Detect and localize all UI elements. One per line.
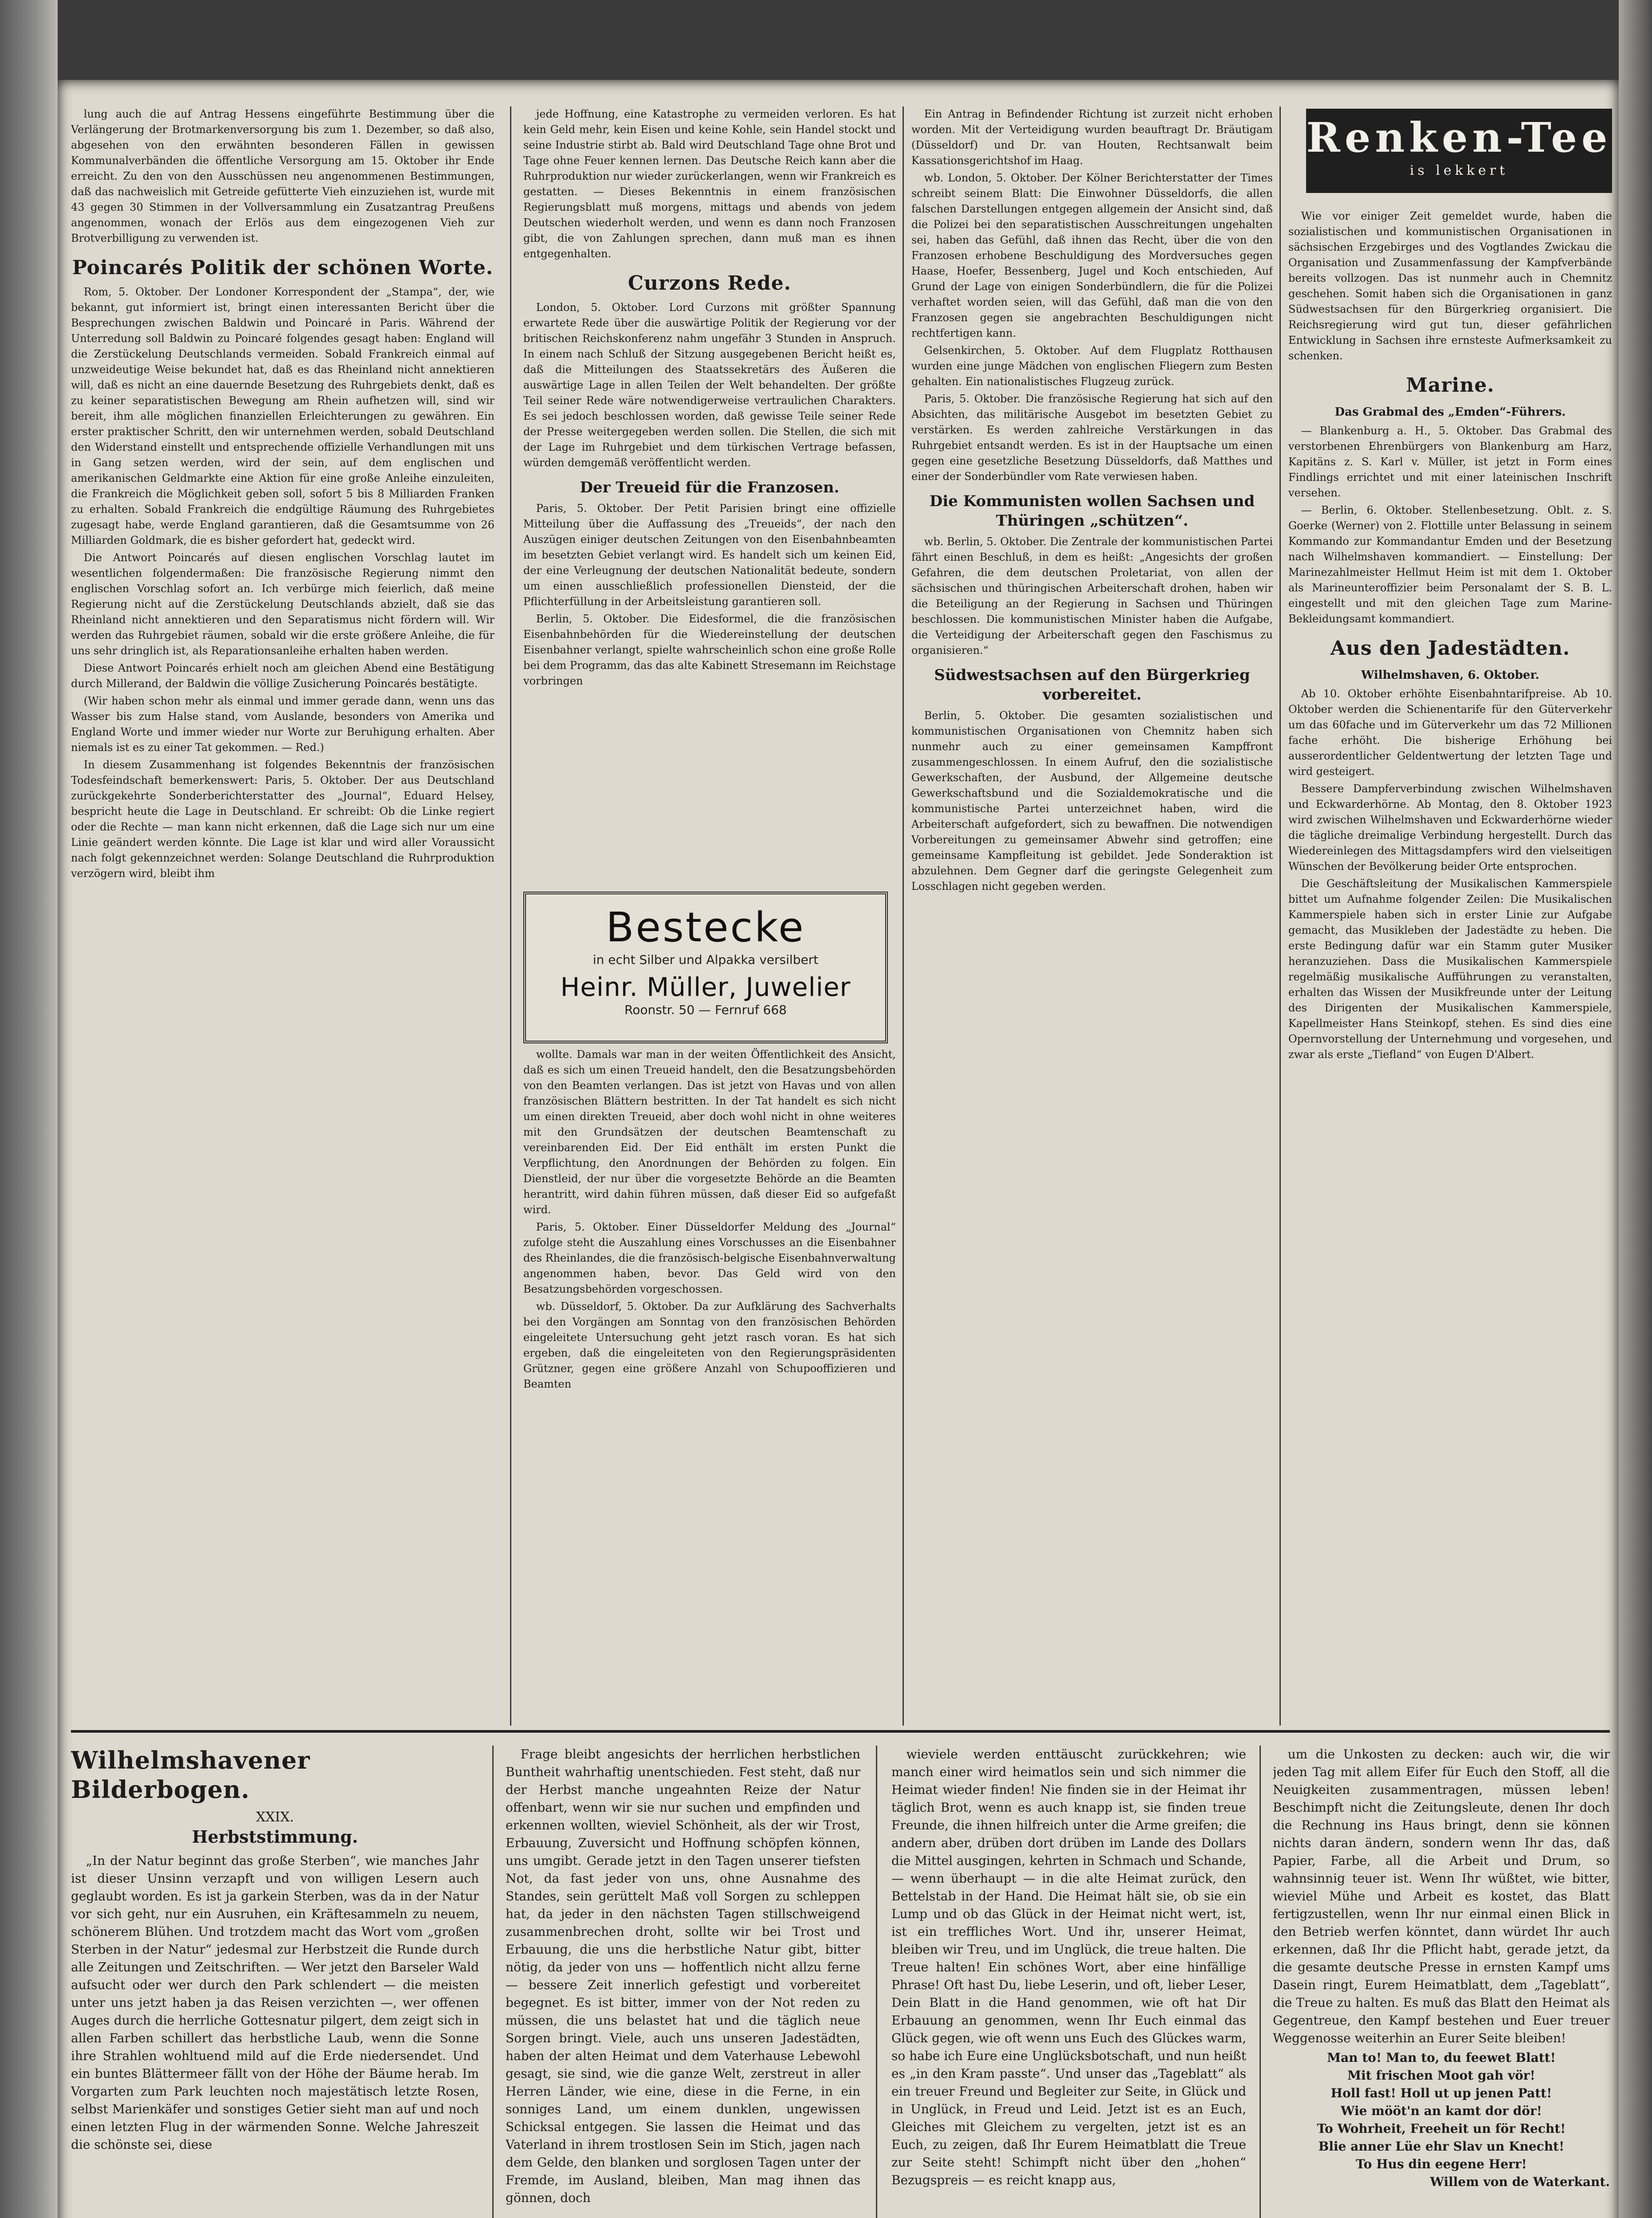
article-heading: Der Treueid für die Franzosen.: [580, 479, 840, 496]
column-3: [911, 106, 1273, 1823]
ad-title: Renken-Tee: [1306, 114, 1612, 161]
article-text: wollte. Damals war man in der weiten Öffentlichkeit des Ansicht, daß es sich um einen Treueid handelt, den die Besatzungsbehörden von den Beamten verlangen. Das ist jetzt von Havas und von allen französischen Blättern bestritten. In der Tat handelt es sich nicht um einen direkten Treueid, aber doch wohl nicht in ohne weiteres mit den Grundsätzen der deutschen Beamtenschaft zu vereinbarenden Eid. Der Eid enthält im ersten Punkt die Verpflichtung, den Anordnungen der Behörden zu folgen. Ein Dienstleid, der nur über die vorgesetzte Behörde an die Beamten herantritt, wird dahin führen müssen, daß dieser Eid so aufgefaßt wird.: [523, 1048, 896, 1216]
article-text: In diesem Zusammenhang ist folgendes Bekenntnis der französischen Todesfeindschaft bemerkenswert: Paris, 5. Oktober. Der aus Deutschland zurückgekehrte Sonderberichterstatter des „Journal“, Eduard Helsey, bespricht heute die Lage in Deutschland. Er schreibt: Ob die Linke regiert oder die Rechte — man kann nicht erkennen, daß die Lage sich nur um eine Linie geändert werden könnte. Die Lage ist klar und wird aller Voraussicht nach folgt gekennzeichnet werden: Solange Deutschland die Ruhrproduktion verzögern wird, bleibt ihm: [71, 759, 494, 880]
article-heading: Poincarés Politik der schönen Worte.: [72, 256, 494, 279]
article-text: Berlin, 5. Oktober. Die Eidesformel, die die französischen Eisenbahnbehörden für die Wiedereinstellung der deutschen Eisenbahner verlangt, spielte wahrscheinlich schon eine große Rolle bei dem Programm, das das alte Kabinett Stresemann im Reichstage vorbringen: [523, 613, 896, 687]
series-number: XXIX.: [256, 1809, 294, 1825]
poem-line: Holl fast! Holl ut up jenen Patt!: [1330, 2086, 1552, 2100]
article-text: Paris, 5. Oktober. Einer Düsseldorfer Meldung des „Journal“ zufolge steht die Auszahlung eines Vorschusses an die Eisenbahner des Rheinlandes, die die französisch-belgische Eisenbahnverwaltung angenommen haben, bevor. Das Geld wird von den Besatzungsbehörden vorgeschossen.: [523, 1221, 896, 1295]
ad-subtitle: in echt Silber und Alpakka versilbert: [593, 952, 819, 967]
article-text: Wie vor einiger Zeit gemeldet wurde, haben die sozialistischen und kommunistischen Organisationen in sächsischen Erzgebirges und des Vogtlandes Zwickau die Organisation und Zusammenfassung der Kampfverbände bereits vollzogen. Das ist nunmehr auch in Chemnitz geschehen. Somit haben sich die Organisationen in ganz Südwestsachsen für den Bürgerkrieg organisiert. Die Reichsregierung wird gut tun, dieser gefährlichen Entwicklung in Sachsen ihre ernsteste Aufmerksamkeit zu schenken.: [1288, 210, 1612, 362]
article-text: Paris, 5. Oktober. Der Petit Parisien bringt eine offizielle Mitteilung über die Auffassung des „Treueids“, der nach den Auszügen einiger deutschen Zeitungen von den Eisenbahnbeamten im besetzten Gebiet verlangt wird. Es handelt sich um keinen Eid, der eine Verleugnung der deutschen Nationalität bedeute, sondern um einen ausschließlich professionellen Diensteid, der die Pflichterfüllung in der Arbeitsleistung garantieren soll.: [523, 502, 896, 608]
column-2-top: [523, 106, 896, 927]
article-heading: Südwestsachsen auf den Bürgerkrieg vorbereitet.: [934, 666, 1250, 704]
article-text: lung auch die auf Antrag Hessens eingeführte Bestimmung über die Verlängerung der Brotmarkenversorgung bis zum 1. Dezember, so daß also, abgesehen von den erwähnten besonderen Fällen in gewissen Kommunalverbänden die öffentliche Versorgung am 15. Oktober ihr Ende erreicht. Zu den von den Ausschüssen neu angenommenen Bestimmungen, daß das nachweislich mit Getreide gefütterte Vieh einzuziehen ist, wurde mit 43 gegen 30 Stimmen in der Vollversammlung ein Zusatzantrag Preußens angenommen, wonach der Erlös aus dem eingezogenen Vieh zur Brotverbilligung zu verwenden ist.: [71, 108, 494, 244]
article-text: Gelsenkirchen, 5. Oktober. Auf dem Flugplatz Rotthausen wurden eine junge Mädchen von englischen Fliegern zum Besten gehalten. Ein nationalistisches Flugzeug zurück.: [911, 344, 1273, 388]
article-text: wb. Düsseldorf, 5. Oktober. Da zur Aufklärung des Sachverhalts bei den Vorgängen am Sonntag von den französischen Behörden eingeleitete Untersuchung geht jetzt rasch voran. Es hat sich ergeben, daß die eingeleiteten von den Regierungspräsidenten Grützner, gegen eine größere Anzahl von Schupooffizieren und Beamten: [523, 1300, 896, 1390]
article-text: Rom, 5. Oktober. Der Londoner Korrespondent der „Stampa“, der, wie bekannt, gut informiert ist, bringt einen interessanten Bericht über die Besprechungen zwischen Baldwin und Poincaré in Paris. Während der Unterredung soll Baldwin zu Poincaré folgendes gesagt haben: England will die Zerstückelung Deutschlands vermeiden. Sobald Frankreich einmal auf unzweideutige Weise bekundet hat, daß es das Rheinland nicht annektieren will, daß es nicht an eine dauernde Besetzung des Ruhrgebiets denkt, daß es zu keiner separatistischen Bewegung am Rhein aufhetzen will, sind wir bereit, ihm alle möglichen finanziellen Erleichterungen zu gewähren. Ein erster praktischer Schritt, den wir unternehmen werden, sobald Deutschland den Widerstand einstellt und entsprechende offizielle Verhandlungen mit uns in Gang setzen werden, wird der sein, auf dem englischen und amerikanischen Geldmarkte eine Aktion für eine große Anleihe einzuleiten, die Frankreich die Möglichkeit geben soll, sofort 5 bis 8 Milliarden Franken zu erhalten. Sobald Frankreich die endgültige Räumung des Ruhrgebietes zugesagt habe, werde England garantieren, daß die Gesamtsumme von 26 Milliarden Goldmark, die es bisher gefordert hat, gedeckt wird.: [71, 286, 494, 547]
feuilleton-column-1: [71, 1746, 479, 2218]
article-text: Die Antwort Poincarés auf diesen englischen Vorschlag lautet im wesentlichen folgendermaßen: Die französische Regierung nimmt den englischen Vorschlag sofort an. Ich verbürge mich feierlich, daß meine Regierung nicht auf die Zerstückelung Deutschlands abzielt, daß sie das Rheinland nicht annektieren und den Separatismus nicht fördern will. Wir werden das Ruhrgebiet räumen, sobald wir die erste größere Anleihe, die für uns sehr dringlich ist, als Reparationsanleihe erhalten haben werden.: [71, 551, 494, 657]
article-text: jede Hoffnung, eine Katastrophe zu vermeiden verloren. Es hat kein Geld mehr, kein Eisen und keine Kohle, sein Handel stockt und seine Industrie stirbt ab. Bald wird Deutschland Tage ohne Brot und Tage ohne Feuer kennen lernen. Das Deutsche Reich kann aber die Ruhrproduktion nur wieder zurückerlangen, wenn wir Frankreich es gestatten. — Dieses Bekenntnis in einem französischen Regierungsblatt muß morgens, mittags und abends von jedem Deutschen wiederholt werden, und wenn es dann noch Franzosen gibt, die von Zahlungen sprechen, dann muß man es ihnen entgegenhalten.: [523, 108, 896, 260]
tea-advertisement: [1306, 109, 1612, 193]
article-text: — Blankenburg a. H., 5. Oktober. Das Grabmal des verstorbenen Ehrenbürgers von Blankenburg am Harz, Kapitäns z. S. Karl v. Müller, ist jetzt in Form eines Findlings errichtet und mit einer lateinischen Inschrift versehen.: [1288, 425, 1612, 499]
section-heading: Marine.: [1406, 374, 1495, 397]
article-text: — Berlin, 6. Oktober. Stellenbesetzung. Oblt. z. S. Goerke (Werner) von 2. Flottille unter Belassung in seinem Kommando zur Kommandantur Emden und der Besetzung nach Wilhelmshaven kommandiert. — Einstellung: Der Marinezahlmeister Hellmut Heim ist mit dem 1. Oktober als Marineunteroffizier beim Personalamt der S. B. L. eingestellt und mit den gleichen Tage zum Marine-Bekleidungsamt kommandiert.: [1288, 504, 1612, 625]
article-text: London, 5. Oktober. Lord Curzons mit größter Spannung erwartete Rede über die auswärtige Politik der Regierung vor der britischen Reichskonferenz nahm ungefähr 3 Stunden in Anspruch. In einem nach Schluß der Sitzung ausgegebenen Bericht heißt es, daß die Mitteilungen des Staatssekretärs des Äußeren die auswärtige Lage in allen Teilen der Welt behandelten. Der größte Teil seiner Rede wäre notwendigerweise vertraulichen Charakters. Es sei jedoch beschlossen worden, daß gewisse Teile seiner Rede der Presse weitergegeben werden sollen. Die Stellen, die sich mit der Lage im Ruhrgebiet und dem türkischen Vertrage befassen, würden demgemäß veröffentlicht werden.: [523, 301, 896, 469]
article-text: Paris, 5. Oktober. Die französische Regierung hat sich auf den Absichten, das militärische Ausgebot im besetzten Gebiet zu verstärken. Es werden zahlreiche Verstärkungen in das Ruhrgebiet entsandt werden. Es ist in der Hauptsache um einen gegen eine gesetzliche Besetzung Düsseldorfs, daß Matthes und einer der Sonderbündler vom Rate verwiesen haben.: [911, 393, 1273, 483]
article-heading: Das Grabmal des „Emden“-Führers.: [1334, 405, 1566, 419]
feuilleton-column-3: [891, 1746, 1246, 2218]
jeweller-advertisement: [523, 892, 888, 1043]
article-text: wieviele werden enttäuscht zurückkehren; wie manch einer wird heimatlos sein und sich nimmer die Heimat wieder finden! Nie finden sie in der Heimat ihr täglich Brot, wenn es auch knapp ist, sie finden treue Freunde, die ihnen hilfreich unter die Arme greifen; die andern aber, drüben dort drüben im Lande des Dollars die Mittel ausgingen, kehrten in Schmach und Schande, — wenn überhaupt — in die alte Heimat zurück, den Bettelstab in der Hand. Die Heimat hält sie, ob sie ein Lump und ob das Glück in der Heimat nicht wert, ist, ist ein treffliches Wort. Und ihr, unserer Heimat, bleiben wir Treu, und im Unglück, die treue halten. Die Treue halten! Ein schönes Wort, aber eine hinfällige Phrase! Oft hast Du, liebe Leserin, und oft, lieber Leser, Dein Blatt in die Hand genommen, wie oft hat Dir Erbauung an genommen, wenn Ihr Euch einmal das Glück gegen, wie oft wenn uns Euch des Glückes warm, so habe ich Eure eine Unglücksbotschaft, und nun heißt es „in den Kram passte“. Und unser das „Tageblatt“ als ein treuer Freund und Begleiter zur Seite, in Glück und in Unglück, in Freud und Leid. Jetzt ist es an Euch, Gleiches mit Gleichem zu vergelten, jetzt ist es an Euch, zu zeigen, daß Ihr Eurem Heimatblatt die Treue zur Seite steht! Schimpft nicht über den „hohen“ Bezugspreis — es reicht knapp aus,: [891, 1747, 1246, 2187]
column-rule: [1279, 106, 1281, 1726]
column-rule: [510, 106, 511, 1726]
binding-edge: [0, 0, 58, 2218]
dateline: Wilhelmshaven, 6. Oktober.: [1361, 669, 1539, 682]
article-text: Die Geschäftsleitung der Musikalischen Kammerspiele bittet um Aufnahme folgender Zeilen: Die Musikalischen Kammerspiele haben sich in erster Linie zur Aufgabe gemacht, das Musikleben der Jadestädte zu heben. Die erste Bedingung dafür war ein Stamm guter Musiker heranzuziehen. Dass die Musikalischen Kammerspiele regelmäßig musikalische Aufführungen zu veranstalten, erhalten das Wissen der Musikfreunde unter der Leitung des Dirigenten der Musikalischen Kammerspiele, Kapellmeister Hans Steinkopf, stehen. Es sind dies eine Opernvorstellung der Unternehmung und vorgesehen, und zwar als erste „Tiefland“ von Eugen D'Albert.: [1288, 877, 1612, 1061]
poem-line: Man to! Man to, du feewet Blatt!: [1327, 2050, 1556, 2065]
article-text: wb. Berlin, 5. Oktober. Die Zentrale der kommunistischen Partei fährt einen Beschluß, in dem es heißt: „Angesichts der großen Gefahren, die dem deutschen Proletariat, von allen der sächsischen und thüringischen Arbeiterschaft drohen, haben wir die Beteiligung an der Regierung in Sachsen und Thüringen beschlossen. Die kommunistischen Minister haben die Aufgabe, die Verteidigung der Arbeiterschaft gegen den Faschismus zu organisieren.“: [911, 535, 1273, 657]
article-text: Frage bleibt angesichts der herrlichen herbstlichen Buntheit wahrhaftig unentschieden. Fest steht, daß nur der Herbst manche ungeahnten Reize der Natur offenbart, wenn wir sie nur suchen und empfinden und erkennen wollten, wieviel Schönheit, als der wir Trost, Erbauung, Zuversicht und Hoffnung schöpfen können, uns umgibt. Gerade jetzt in den Tagen unserer tiefsten Not, da fast jeder von uns, ohne Ausnahme des Standes, sein gerüttelt Maß voll Sorgen zu schleppen hat, da jeder in den nächsten Tagen stillschweigend zusammenbrechen droht, sollte wir bei Trost und Erbauung, die uns die herbstliche Natur gibt, bitter nötig, da jeder von uns — hoffentlich nicht allzu ferne — bessere Zeit innerlich gefestigt und vorbereitet begegnet. Es ist bitter, immer von der Not reden zu müssen, die uns belastet hat und die täglich neue Sorgen bringt. Viele, auch uns unseren Jadestädten, haben der alten Heimat und dem Vaterhause Lebewohl gesagt, sie sind, wie die ganze Welt, zerstreut in aller Herren Länder, wie eine, diese in die Ferne, in ein sonniges Land, um einem dunklen, ungewissen Schicksal entgegen. Sie lassen die Heimat und das Vaterland in ihrem trostlosen Sein im Stich, jagen nach dem Gelde, den blanken und sorglosen Tagen unter der Fremde, im Ausland, bleiben, Man mag ihnen das gönnen, doch: [506, 1747, 860, 2205]
poem-line: Wie mööt'n an kamt dor dör!: [1341, 2104, 1542, 2118]
ad-title: Bestecke: [606, 904, 805, 951]
article-text: Bessere Dampferverbindung zwischen Wilhelmshaven und Eckwarderhörne. Ab Montag, den 8. Oktober 1923 wird zwischen Wilhelmshaven und Eckwarderhörne wieder die tägliche dreimalige Verbindung hergestellt. Durch das Wiedereinlegen des Mittagsdampfers wird den vielseitigen Wünschen der Bevölkerung beider Orte entsprochen.: [1288, 783, 1612, 873]
article-text: „In der Natur beginnt das große Sterben“, wie manches Jahr ist dieser Unsinn verzapft und von willigen Lesern auch geglaubt worden. Es ist ja garkein Sterben, was da in der Natur vor sich geht, nur ein Ausruhen, ein Kräftesammeln zu neuem, schönerem Blühen. Und trotzdem macht das Wort vom „großen Sterben in der Natur“ jedesmal zur Herbstzeit die Runde durch alle Zeitungen und Zeitschriften. — Wer jetzt den Barseler Wald aufsucht oder wer durch den Park schlendert — die meisten unter uns jetzt haben ja das Reisen verzichten —, wer offenen Auges durch die herrliche Gottesnatur pilgert, dem zeigt sich in allen Farben schillert das herbstliche Laub, wenn die Sonne ihre Strahlen wohltuend mild auf die Erde niedersendet. Und ein buntes Blättermeer fällt von der Höhe der Bäume herab. Im Vorgarten zum Park leuchten noch majestätisch letzte Rosen, selbst Marienkäfer und sonstiges Getier sieht man auf und noch einen letzten Flug in der wärmenden Sonne. Welche Jahreszeit die schönste sei, diese: [71, 1853, 479, 2152]
feuilleton-rule: [71, 1730, 1610, 1733]
ad-slogan: is lekkert: [1409, 163, 1509, 178]
page-edge: [1619, 0, 1652, 2218]
ad-address: Roonstr. 50 — Fernruf 668: [624, 1003, 787, 1017]
column-1: [71, 106, 494, 1823]
feuilleton-title: Wilhelmshavener Bilderbogen.: [71, 1746, 310, 1804]
section-heading: Aus den Jadestädten.: [1330, 637, 1570, 660]
feuilleton-column-2: [506, 1746, 860, 2218]
article-text: Berlin, 5. Oktober. Die gesamten sozialistischen und kommunistischen Organisationen von Chemnitz haben sich nunmehr auch zu einer gemeinsamen Kampffront zusammengeschlossen. In einem Aufruf, den die sozialistische Gewerkschaften, der Ausbund, der Allgemeine deutsche Gewerkschaftsbund und die Sozialdemokratische und die kommunistische Partei unterzeichnet haben, wird die Arbeiterschaft aufgefordert, sich zu bewaffnen. Die notwendigen Vorbereitungen zu gemeinsamer Abwehr sind getroffen; eine gemeinsame Kampfleitung ist gebildet. Jede Sonderaktion ist abzulehnen. Dem Gegner darf die geringste Gelegenheit zum Losschlagen nicht gegeben werden.: [911, 709, 1273, 893]
column-rule: [1260, 1746, 1261, 2218]
column-rule: [903, 106, 904, 1726]
poem-line: To Hus din eegene Herr!: [1356, 2157, 1527, 2171]
article-text: wb. London, 5. Oktober. Der Kölner Berichterstatter der Times schreibt seinem Blatt: Die Einwohner Düsseldorfs, die allen falschen Darstellungen entgegen allgemein der Ansicht sind, daß die Polizei bei den separatistischen Ausschreitungen ungehalten sei, haben das Gefühl, daß ihnen das Recht, über die von den Franzosen erhobene Beschuldigung des Mordversuches gegen Haase, Hoefer, Bessenberg, Jugel und Koch entschieden, Auf Grund der Lage von einigen Sonderbündlern, die für die Polizei verhaftet worden seien, will das Gefühl, daß man die von den Franzosen gegen sie angebrachten Beschuldigungen nicht rechtfertigen kann.: [911, 172, 1273, 339]
article-heading: Curzons Rede.: [628, 272, 792, 295]
article-text: (Wir haben schon mehr als einmal und immer gerade dann, wenn uns das Wasser bis zum Halse stand, vom Auslande, besonders von Amerika und England Worte und immer wieder nur Worte zur Beruhigung erhalten. Aber niemals ist es zu einer Tat gekommen. — Red.): [71, 695, 494, 754]
author-signature: Willem von de Waterkant.: [1430, 2175, 1610, 2189]
article-text: Ein Antrag in Befindender Richtung ist zurzeit nicht erhoben worden. Mit der Verteidigung wurden beauftragt Dr. Bräutigam (Düsseldorf) und Dr. van Houten, Rechtsanwalt beim Kassationsgerichtshof im Haag.: [911, 108, 1273, 167]
poem-line: Blie anner Lüe ehr Slav un Knecht!: [1318, 2139, 1565, 2154]
article-text: Ab 10. Oktober erhöhte Eisenbahntarifpreise. Ab 10. Oktober werden die Schienentarife für den Güterverkehr um das 60fache und im Güterverkehr um das 72 Millionen fache erhöht. Die bisherige Erhöhung bei ausserordentlicher Geldentwertung der letzten Tage und wird gesteigert.: [1288, 688, 1612, 778]
column-2-bottom: [523, 1047, 896, 1743]
feuilleton-subtitle: Herbststimmung.: [192, 1827, 358, 1847]
column-4: [1288, 208, 1612, 1717]
article-heading: Die Kommunisten wollen Sachsen und Thüringen „schützen“.: [929, 492, 1255, 530]
ad-company: Heinr. Müller, Juwelier: [560, 972, 851, 1002]
feuilleton-column-4: [1273, 1746, 1610, 2218]
poem-line: Mit frischen Moot gah vör!: [1347, 2068, 1535, 2083]
poem: [1273, 2049, 1610, 2173]
poem-line: To Wohrheit, Freeheit un för Recht!: [1317, 2121, 1566, 2136]
article-text: um die Unkosten zu decken: auch wir, die wir jeden Tag mit allem Eifer für Euch den Stoff, all die Neuigkeiten zusammentragen, müssen leben! Beschimpft nicht die Zeitungsleute, denen Ihr doch die Rechnung ins Haus bringt, denn sie können nichts daran ändern, sondern wenn Ihr das, daß Papier, Farbe, all die Arbeit und Drum, so wahnsinnig teuer ist. Wenn Ihr wüßtet, wie bitter, wieviel Mühe und Arbeit es kostet, das Blatt fertigzustellen, wenn Ihr nur einmal einen Blick in den Betrieb werfen könntet, dann würdet Ihr auch erkennen, daß Ihr die Pflicht habt, gerade jetzt, da die gesamte deutsche Presse in ernsten Kampf ums Dasein ringt, Eurem Heimatblatt, dem „Tageblatt“, die Treue zu halten. Es muß das Blatt den Heimat als Gegentreue, den Kampf bestehen und Euer treuer Weggenosse weiterhin an Eurer Seite bleiben!: [1273, 1747, 1610, 2045]
column-rule: [492, 1746, 494, 2218]
article-text: Diese Antwort Poincarés erhielt noch am gleichen Abend eine Bestätigung durch Millerand, der Baldwin die völlige Zusicherung Poincarés bestätigte.: [71, 662, 494, 690]
column-rule: [876, 1746, 877, 2218]
